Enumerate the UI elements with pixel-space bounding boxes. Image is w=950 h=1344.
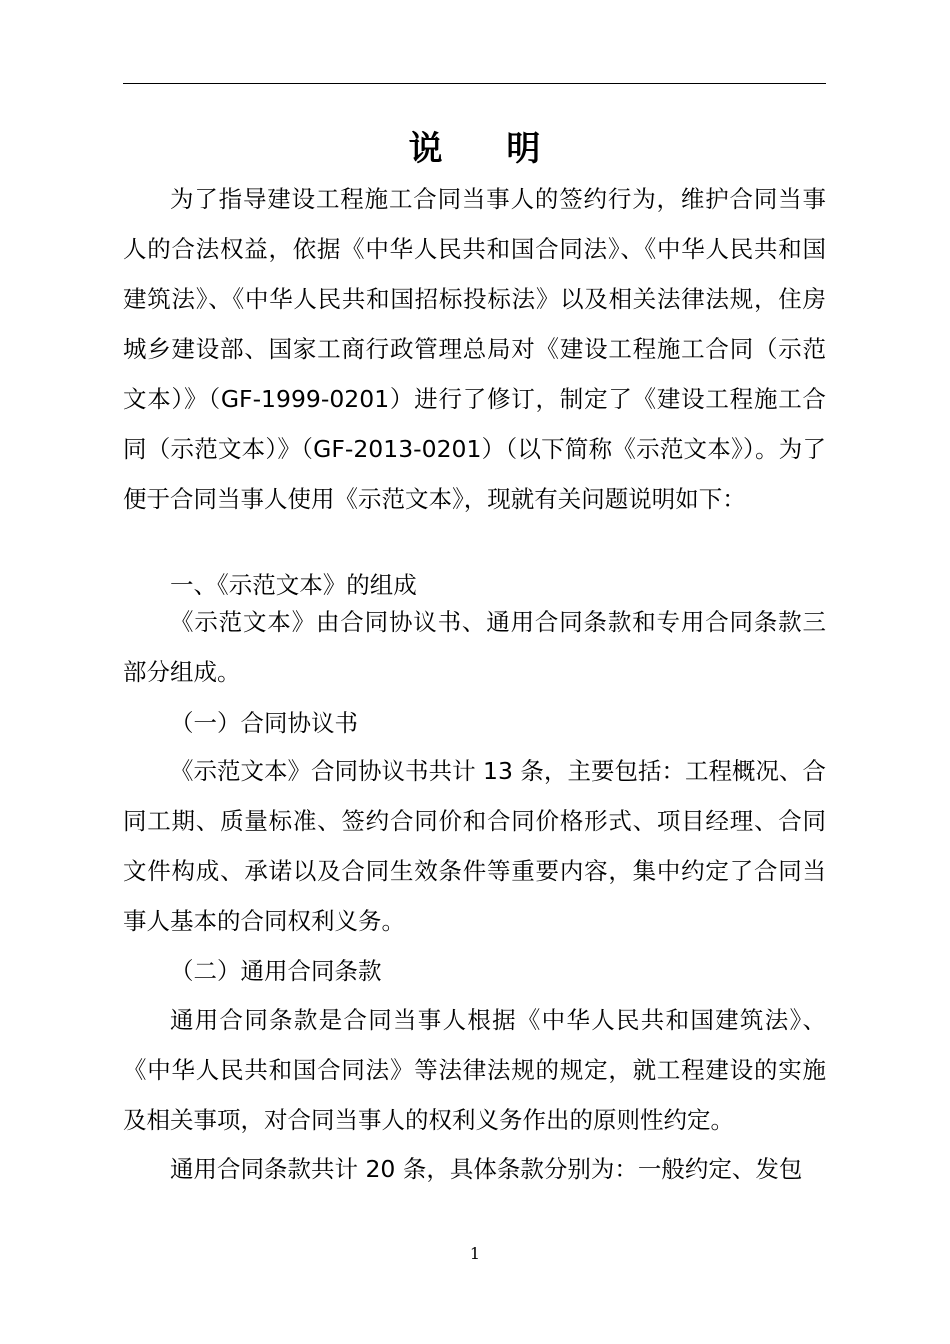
header-rule (123, 83, 826, 84)
subsection-heading-agreement: （一）合同协议书 (170, 709, 358, 737)
section-heading-composition: 一、《示范文本》的组成 (170, 571, 417, 599)
general-terms-paragraph: 通用合同条款是合同当事人根据《中华人民共和国建筑法》、《中华人民共和国合同法》等法律法规的规定，就工程建设的实施及相关事项，对合同当事人的权利义务作出的原则性约定。 (123, 1006, 826, 1134)
page-number: 1 (469, 1244, 481, 1263)
agreement-paragraph: 《示范文本》合同协议书共计 13 条，主要包括：工程概况、合同工期、质量标准、签约合同价和合同价格形式、项目经理、合同文件构成、承诺以及合同生效条件等重要内容，集中约定了合同当事人基本的合同权利义务。 (123, 757, 826, 935)
page-title: 说 明 (408, 129, 567, 169)
subsection-heading-general-terms: （二）通用合同条款 (170, 957, 382, 985)
general-terms-count-paragraph: 通用合同条款共计 20 条，具体条款分别为：一般约定、发包 (170, 1155, 803, 1183)
intro-paragraph: 为了指导建设工程施工合同当事人的签约行为，维护合同当事人的合法权益，依据《中华人民共和国合同法》、《中华人民共和国建筑法》、《中华人民共和国招标投标法》以及相关法律法规，住房城乡建设部、国家工商行政管理总局对《建设工程施工合同（示范文本）》（GF-1999-0201）进行了修订，制定了《建设工程施工合同（示范文本）》（GF-2013-0201）（以下简称《示范文本》）。为了便于合同当事人使用《示范文本》，现就有关问题说明如下： (123, 185, 826, 513)
composition-paragraph: 《示范文本》由合同协议书、通用合同条款和专用合同条款三部分组成。 (123, 608, 826, 686)
